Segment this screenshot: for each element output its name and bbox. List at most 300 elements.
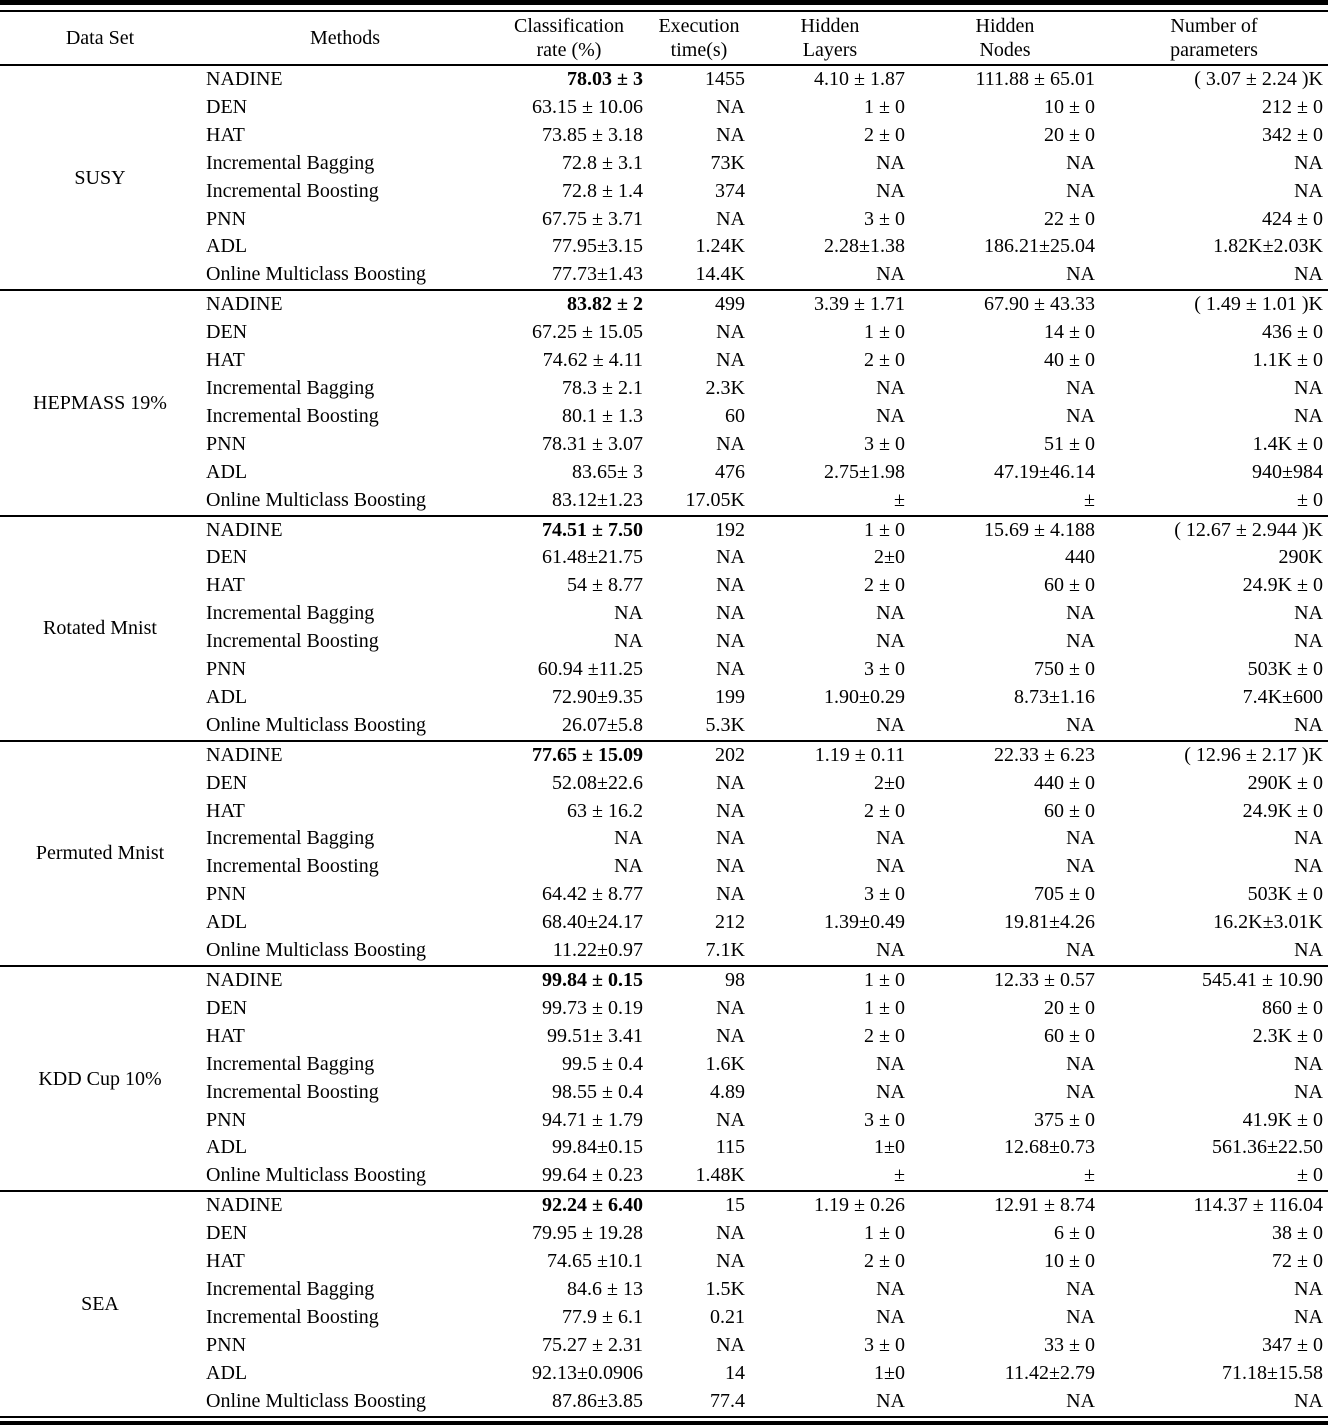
number-of-parameters-cell: NA — [1294, 1389, 1323, 1412]
classification-rate-cell: 64.42 ± 8.77 — [542, 883, 643, 906]
hidden-layers-cell: 4.10 ± 1.87 — [814, 68, 905, 90]
table-row — [0, 881, 1328, 909]
table-row — [0, 798, 1328, 826]
classification-rate-cell: 84.6 ± 13 — [567, 1277, 643, 1300]
table-row — [0, 1248, 1328, 1276]
table-row — [0, 487, 1328, 516]
execution-time-cell: 192 — [715, 518, 745, 541]
hidden-layers-cell: 3 ± 0 — [864, 432, 905, 455]
execution-time-cell: NA — [716, 123, 745, 146]
table-row — [0, 1332, 1328, 1360]
execution-time-cell: NA — [716, 1250, 745, 1273]
table-row — [0, 1023, 1328, 1051]
hidden-layers-cell: 3 ± 0 — [864, 207, 905, 230]
method-cell: Online Multiclass Boosting — [206, 488, 426, 511]
table-row — [0, 544, 1328, 572]
number-of-parameters-cell: 1.4K ± 0 — [1252, 432, 1323, 455]
hidden-nodes-cell: 440 — [1065, 546, 1095, 569]
hidden-layers-cell: 3.39 ± 1.71 — [814, 293, 905, 316]
col-header-hidden-nodes — [910, 12, 1100, 65]
method-cell: DEN — [206, 996, 248, 1019]
hidden-nodes-cell: 51 ± 0 — [1044, 432, 1095, 455]
execution-time-cell: NA — [716, 1108, 745, 1131]
dataset-label: Permuted Mnist — [35, 842, 165, 865]
col-header-line: Classification — [514, 15, 624, 37]
number-of-parameters-cell: ± 0 — [1297, 488, 1323, 511]
col-header-methods — [200, 12, 490, 65]
execution-time-cell: NA — [716, 1222, 745, 1245]
method-cell: NADINE — [206, 293, 283, 316]
hidden-nodes-cell: NA — [1066, 602, 1095, 625]
method-cell: Incremental Bagging — [206, 602, 375, 625]
table-row — [0, 1079, 1328, 1107]
number-of-parameters-cell: NA — [1294, 602, 1323, 625]
hidden-layers-cell: 2 ± 0 — [864, 574, 905, 597]
table-row — [0, 150, 1328, 178]
hidden-layers-cell: 2.28±1.38 — [824, 235, 905, 258]
execution-time-cell: 199 — [715, 685, 745, 708]
col-header-line: Nodes — [979, 39, 1031, 61]
classification-rate-cell: 78.31 ± 3.07 — [542, 432, 643, 455]
hidden-layers-cell: 3 ± 0 — [864, 1108, 905, 1131]
number-of-parameters-cell: 860 ± 0 — [1262, 996, 1323, 1019]
method-cell: HAT — [206, 1250, 245, 1273]
hidden-layers-cell: 1 ± 0 — [864, 969, 905, 991]
execution-time-cell: NA — [716, 546, 745, 569]
method-cell: Online Multiclass Boosting — [206, 1389, 426, 1412]
method-cell: Incremental Boosting — [206, 404, 379, 427]
table-row — [0, 290, 1328, 319]
execution-time-cell: NA — [716, 1333, 745, 1356]
number-of-parameters-cell: 16.2K±3.01K — [1213, 911, 1323, 934]
col-header-line: Execution — [658, 15, 740, 37]
number-of-parameters-cell: 290K — [1278, 546, 1323, 569]
execution-time-cell: NA — [716, 827, 745, 850]
hidden-layers-cell: NA — [876, 263, 905, 286]
hidden-nodes-cell: 375 ± 0 — [1034, 1108, 1095, 1131]
hidden-nodes-cell: 22.33 ± 6.23 — [994, 743, 1095, 766]
col-header-line: Data Set — [65, 27, 135, 49]
number-of-parameters-cell: NA — [1294, 151, 1323, 174]
execution-time-cell: 1.5K — [705, 1277, 745, 1300]
table-row — [0, 1051, 1328, 1079]
execution-time-cell: 202 — [715, 743, 745, 766]
method-cell: Incremental Bagging — [206, 827, 375, 850]
dataset-label: HEPMASS 19% — [33, 391, 167, 414]
method-cell: HAT — [206, 799, 245, 822]
execution-time-cell: 212 — [715, 911, 745, 934]
hidden-layers-cell: 2±0 — [874, 771, 905, 794]
classification-rate-cell: 63 ± 16.2 — [567, 799, 643, 822]
hidden-nodes-cell: 750 ± 0 — [1034, 658, 1095, 681]
hidden-nodes-cell: 111.88 ± 65.01 — [975, 68, 1095, 90]
hidden-nodes-cell: NA — [1066, 151, 1095, 174]
number-of-parameters-cell: 436 ± 0 — [1262, 321, 1323, 344]
method-cell: Online Multiclass Boosting — [206, 939, 426, 962]
hidden-nodes-cell: 705 ± 0 — [1034, 883, 1095, 906]
number-of-parameters-cell: NA — [1294, 1052, 1323, 1075]
hidden-nodes-cell: 40 ± 0 — [1044, 349, 1095, 372]
number-of-parameters-cell: 7.4K±600 — [1242, 685, 1323, 708]
table-row — [0, 600, 1328, 628]
hidden-nodes-cell: 12.91 ± 8.74 — [994, 1194, 1095, 1217]
execution-time-cell: NA — [716, 630, 745, 653]
table-top-rule — [0, 0, 1328, 12]
method-cell: Incremental Boosting — [206, 630, 379, 653]
hidden-layers-cell: 1.19 ± 0.11 — [814, 743, 905, 766]
hidden-nodes-cell: 19.81±4.26 — [1004, 911, 1095, 934]
dataset-label: Rotated Mnist — [43, 617, 157, 640]
hidden-layers-cell: 2 ± 0 — [864, 1250, 905, 1273]
hidden-layers-cell: NA — [876, 404, 905, 427]
hidden-nodes-cell: NA — [1066, 1305, 1095, 1328]
table-row — [0, 628, 1328, 656]
number-of-parameters-cell: NA — [1294, 376, 1323, 399]
hidden-nodes-cell: 12.33 ± 0.57 — [994, 969, 1095, 991]
number-of-parameters-cell: 290K ± 0 — [1247, 771, 1323, 794]
hidden-nodes-cell: 67.90 ± 43.33 — [984, 293, 1095, 316]
method-cell: PNN — [206, 658, 247, 681]
table-row — [0, 206, 1328, 234]
hidden-nodes-cell: ± — [1084, 488, 1095, 511]
table-row — [0, 853, 1328, 881]
execution-time-cell: NA — [716, 349, 745, 372]
hidden-nodes-cell: 20 ± 0 — [1044, 996, 1095, 1019]
col-header-hidden-layers — [750, 12, 910, 65]
number-of-parameters-cell: NA — [1294, 827, 1323, 850]
classification-rate-cell: 94.71 ± 1.79 — [542, 1108, 643, 1131]
classification-rate-cell: 74.65 ±10.1 — [547, 1250, 643, 1273]
hidden-nodes-cell: NA — [1066, 404, 1095, 427]
table-row — [0, 770, 1328, 798]
execution-time-cell: 73K — [710, 151, 745, 174]
number-of-parameters-cell: NA — [1294, 404, 1323, 427]
table-row — [0, 1304, 1328, 1332]
table-row — [0, 1134, 1328, 1162]
hidden-layers-cell: 2.75±1.98 — [824, 460, 905, 483]
number-of-parameters-cell: 114.37 ± 116.04 — [1193, 1194, 1323, 1217]
classification-rate-cell: 68.40±24.17 — [542, 911, 643, 934]
dataset-label: SUSY — [74, 166, 126, 189]
col-header-line: parameters — [1170, 39, 1258, 61]
hidden-layers-cell: 3 ± 0 — [864, 883, 905, 906]
hidden-nodes-cell: 12.68±0.73 — [1004, 1136, 1095, 1159]
classification-rate-cell: 63.15 ± 10.06 — [532, 95, 643, 118]
table-row — [0, 319, 1328, 347]
number-of-parameters-cell: NA — [1294, 263, 1323, 286]
classification-rate-cell: 73.85 ± 3.18 — [542, 123, 643, 146]
hidden-layers-cell: 1±0 — [874, 1136, 905, 1159]
hidden-nodes-cell: NA — [1066, 179, 1095, 202]
col-header-data-set — [0, 12, 200, 65]
execution-time-cell: NA — [716, 883, 745, 906]
hidden-nodes-cell: NA — [1066, 1277, 1095, 1300]
hidden-layers-cell: 3 ± 0 — [864, 658, 905, 681]
hidden-nodes-cell: 11.42±2.79 — [1004, 1361, 1095, 1384]
hidden-nodes-cell: NA — [1066, 1389, 1095, 1412]
classification-rate-cell: 99.84±0.15 — [552, 1136, 643, 1159]
classification-rate-cell: 83.65± 3 — [572, 460, 643, 483]
number-of-parameters-cell: 424 ± 0 — [1262, 207, 1323, 230]
classification-rate-cell: 67.75 ± 3.71 — [542, 207, 643, 230]
classification-rate-cell: 99.64 ± 0.23 — [542, 1164, 643, 1187]
hidden-nodes-cell: NA — [1066, 713, 1095, 736]
classification-rate-cell: 87.86±3.85 — [552, 1389, 643, 1412]
method-cell: Online Multiclass Boosting — [206, 1164, 426, 1187]
hidden-layers-cell: NA — [876, 630, 905, 653]
execution-time-cell: NA — [716, 799, 745, 822]
number-of-parameters-cell: 561.36±22.50 — [1212, 1136, 1323, 1159]
number-of-parameters-cell: NA — [1294, 939, 1323, 962]
method-cell: ADL — [206, 460, 248, 483]
hidden-layers-cell: 1 ± 0 — [864, 1222, 905, 1245]
classification-rate-cell: 77.65 ± 15.09 — [532, 743, 643, 766]
hidden-layers-cell: NA — [876, 713, 905, 736]
classification-rate-cell: 99.5 ± 0.4 — [562, 1052, 643, 1075]
table-row — [0, 966, 1328, 995]
number-of-parameters-cell: 1.82K±2.03K — [1213, 235, 1323, 258]
classification-rate-cell: 74.51 ± 7.50 — [542, 518, 643, 541]
method-cell: NADINE — [206, 743, 283, 766]
execution-time-cell: 499 — [715, 293, 745, 316]
classification-rate-cell: 78.3 ± 2.1 — [562, 376, 643, 399]
table-row — [0, 261, 1328, 290]
table-row — [0, 1220, 1328, 1248]
classification-rate-cell: 99.73 ± 0.19 — [542, 996, 643, 1019]
hidden-layers-cell: 1.90±0.29 — [824, 685, 905, 708]
method-cell: ADL — [206, 235, 248, 258]
execution-time-cell: NA — [716, 658, 745, 681]
execution-time-cell: NA — [716, 1024, 745, 1047]
execution-time-cell: 0.21 — [710, 1305, 745, 1328]
number-of-parameters-cell: ( 12.67 ± 2.944 )K — [1174, 518, 1323, 541]
execution-time-cell: NA — [716, 771, 745, 794]
method-cell: DEN — [206, 95, 248, 118]
hidden-layers-cell: 3 ± 0 — [864, 1333, 905, 1356]
hidden-layers-cell: 2±0 — [874, 546, 905, 569]
method-cell: DEN — [206, 1222, 248, 1245]
method-cell: PNN — [206, 207, 247, 230]
method-cell: ADL — [206, 911, 248, 934]
col-header-line: time(s) — [670, 39, 728, 61]
number-of-parameters-cell: ( 1.49 ± 1.01 )K — [1194, 293, 1323, 316]
method-cell: HAT — [206, 349, 245, 372]
number-of-parameters-cell: 71.18±15.58 — [1222, 1361, 1323, 1384]
method-cell: PNN — [206, 1333, 247, 1356]
execution-time-cell: 14 — [725, 1361, 745, 1384]
table-row — [0, 909, 1328, 937]
results-table — [0, 12, 1328, 1416]
method-cell: Incremental Boosting — [206, 1305, 379, 1328]
hidden-layers-cell: 2 ± 0 — [864, 1024, 905, 1047]
execution-time-cell: 77.4 — [710, 1389, 745, 1412]
hidden-nodes-cell: 33 ± 0 — [1044, 1333, 1095, 1356]
hidden-layers-cell: ± — [894, 488, 905, 511]
method-cell: HAT — [206, 1024, 245, 1047]
execution-time-cell: 476 — [715, 460, 745, 483]
hidden-layers-cell: 1.19 ± 0.26 — [814, 1194, 905, 1217]
number-of-parameters-cell: NA — [1294, 1080, 1323, 1103]
classification-rate-cell: NA — [614, 827, 643, 850]
col-header-line: rate (%) — [536, 39, 602, 61]
execution-time-cell: NA — [716, 574, 745, 597]
hidden-layers-cell: 1 ± 0 — [864, 95, 905, 118]
col-header-number-of-parameters — [1100, 12, 1328, 65]
hidden-nodes-cell: 10 ± 0 — [1044, 1250, 1095, 1273]
number-of-parameters-cell: 347 ± 0 — [1262, 1333, 1323, 1356]
execution-time-cell: 14.4K — [695, 263, 745, 286]
hidden-layers-cell: NA — [876, 602, 905, 625]
classification-rate-cell: 60.94 ±11.25 — [537, 658, 643, 681]
execution-time-cell: NA — [716, 207, 745, 230]
method-cell: Incremental Bagging — [206, 151, 375, 174]
execution-time-cell: NA — [716, 602, 745, 625]
execution-time-cell: NA — [716, 855, 745, 878]
method-cell: Incremental Boosting — [206, 1080, 379, 1103]
table-row — [0, 712, 1328, 741]
execution-time-cell: 1455 — [705, 68, 745, 90]
hidden-layers-cell: 1 ± 0 — [864, 996, 905, 1019]
classification-rate-cell: 92.13±0.0906 — [532, 1361, 643, 1384]
number-of-parameters-cell: 212 ± 0 — [1262, 95, 1323, 118]
execution-time-cell: 60 — [725, 404, 745, 427]
classification-rate-cell: 26.07±5.8 — [562, 713, 643, 736]
table-row — [0, 572, 1328, 600]
execution-time-cell: 98 — [725, 969, 745, 991]
number-of-parameters-cell: 1.1K ± 0 — [1252, 349, 1323, 372]
col-header-line: Layers — [802, 39, 858, 61]
execution-time-cell: 1.6K — [705, 1052, 745, 1075]
number-of-parameters-cell: NA — [1294, 713, 1323, 736]
hidden-layers-cell: 1 ± 0 — [864, 321, 905, 344]
execution-time-cell: 7.1K — [705, 939, 745, 962]
table-row — [0, 1388, 1328, 1416]
hidden-layers-cell: NA — [876, 1277, 905, 1300]
classification-rate-cell: 74.62 ± 4.11 — [542, 349, 643, 372]
method-cell: Incremental Bagging — [206, 1052, 375, 1075]
method-cell: NADINE — [206, 68, 283, 90]
method-cell: Incremental Boosting — [206, 179, 379, 202]
execution-time-cell: NA — [716, 95, 745, 118]
method-cell: NADINE — [206, 1194, 283, 1217]
table-row — [0, 684, 1328, 712]
classification-rate-cell: 99.51± 3.41 — [547, 1024, 643, 1047]
table-row — [0, 122, 1328, 150]
table-row — [0, 233, 1328, 261]
table-bottom-rule — [0, 1416, 1328, 1425]
number-of-parameters-cell: NA — [1294, 1277, 1323, 1300]
table-row — [0, 375, 1328, 403]
table-row — [0, 1162, 1328, 1191]
execution-time-cell: 374 — [715, 179, 745, 202]
method-cell: DEN — [206, 321, 248, 344]
hidden-layers-cell: 2 ± 0 — [864, 123, 905, 146]
classification-rate-cell: 98.55 ± 0.4 — [552, 1080, 643, 1103]
table-row — [0, 459, 1328, 487]
hidden-layers-cell: 1 ± 0 — [864, 518, 905, 541]
method-cell: PNN — [206, 432, 247, 455]
hidden-nodes-cell: NA — [1066, 630, 1095, 653]
header-row — [0, 12, 1328, 65]
method-cell: PNN — [206, 1108, 247, 1131]
hidden-layers-cell: NA — [876, 179, 905, 202]
hidden-nodes-cell: NA — [1066, 855, 1095, 878]
number-of-parameters-cell: 72 ± 0 — [1272, 1250, 1323, 1273]
hidden-layers-cell: NA — [876, 1389, 905, 1412]
table-row — [0, 1191, 1328, 1220]
table-header — [0, 12, 1328, 65]
execution-time-cell: 2.3K — [705, 376, 745, 399]
number-of-parameters-cell: ± 0 — [1297, 1164, 1323, 1187]
method-cell: Online Multiclass Boosting — [206, 263, 426, 286]
number-of-parameters-cell: ( 12.96 ± 2.17 )K — [1184, 743, 1323, 766]
number-of-parameters-cell: 545.41 ± 10.90 — [1202, 969, 1323, 991]
hidden-nodes-cell: 14 ± 0 — [1044, 321, 1095, 344]
table-row — [0, 516, 1328, 545]
hidden-layers-cell: NA — [876, 1080, 905, 1103]
method-cell: ADL — [206, 1361, 248, 1384]
execution-time-cell: NA — [716, 432, 745, 455]
hidden-nodes-cell: NA — [1066, 1080, 1095, 1103]
dataset-label: SEA — [81, 1292, 119, 1315]
hidden-layers-cell: NA — [876, 376, 905, 399]
classification-rate-cell: 83.82 ± 2 — [567, 293, 643, 316]
classification-rate-cell: NA — [614, 630, 643, 653]
col-header-classification-rate — [490, 12, 648, 65]
classification-rate-cell: NA — [614, 855, 643, 878]
classification-rate-cell: 83.12±1.23 — [552, 488, 643, 511]
hidden-nodes-cell: NA — [1066, 1052, 1095, 1075]
hidden-nodes-cell: 8.73±1.16 — [1014, 685, 1095, 708]
hidden-nodes-cell: 22 ± 0 — [1044, 207, 1095, 230]
method-cell: Online Multiclass Boosting — [206, 713, 426, 736]
table-row — [0, 431, 1328, 459]
classification-rate-cell: 72.8 ± 1.4 — [562, 179, 643, 202]
hidden-layers-cell: ± — [894, 1164, 905, 1187]
method-cell: Incremental Bagging — [206, 376, 375, 399]
classification-rate-cell: 92.24 ± 6.40 — [542, 1194, 643, 1217]
col-header-line: Number of — [1170, 15, 1258, 37]
number-of-parameters-cell: 24.9K ± 0 — [1242, 799, 1323, 822]
hidden-nodes-cell: 47.19±46.14 — [994, 460, 1095, 483]
table-row — [0, 94, 1328, 122]
classification-rate-cell: 67.25 ± 15.05 — [532, 321, 643, 344]
number-of-parameters-cell: ( 3.07 ± 2.24 )K — [1194, 68, 1323, 90]
hidden-layers-cell: 1.39±0.49 — [824, 911, 905, 934]
execution-time-cell: 5.3K — [705, 713, 745, 736]
classification-rate-cell: 99.84 ± 0.15 — [542, 969, 643, 991]
number-of-parameters-cell: NA — [1294, 179, 1323, 202]
table-row — [0, 1107, 1328, 1135]
number-of-parameters-cell: NA — [1294, 630, 1323, 653]
method-cell: NADINE — [206, 518, 283, 541]
hidden-nodes-cell: 15.69 ± 4.188 — [984, 518, 1095, 541]
method-cell: HAT — [206, 574, 245, 597]
col-header-line: Hidden — [975, 15, 1035, 37]
classification-rate-cell: 72.8 ± 3.1 — [562, 151, 643, 174]
number-of-parameters-cell: 342 ± 0 — [1262, 123, 1323, 146]
number-of-parameters-cell: 503K ± 0 — [1247, 658, 1323, 681]
hidden-nodes-cell: ± — [1084, 1164, 1095, 1187]
table-body — [0, 65, 1328, 1416]
classification-rate-cell: 77.73±1.43 — [552, 263, 643, 286]
classification-rate-cell: 77.95±3.15 — [552, 235, 643, 258]
classification-rate-cell: 79.95 ± 19.28 — [532, 1222, 643, 1245]
classification-rate-cell: 61.48±21.75 — [542, 546, 643, 569]
classification-rate-cell: 75.27 ± 2.31 — [542, 1333, 643, 1356]
hidden-nodes-cell: 10 ± 0 — [1044, 95, 1095, 118]
table-row — [0, 403, 1328, 431]
